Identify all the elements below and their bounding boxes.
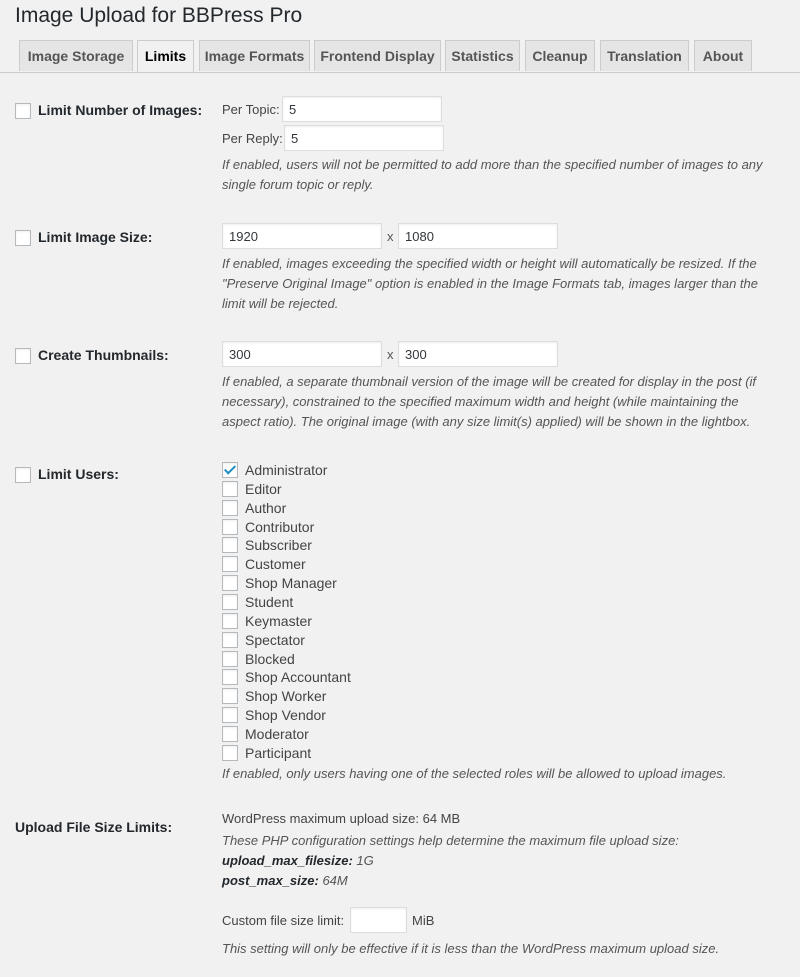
limit-size-checkbox[interactable] [15,230,31,246]
limit-size-description: If enabled, images exceeding the specified width or height will automatically be resized. If the "Preserve Original Image" option is enabled in the Image Formats tab, images larger than the limit will be rejected. [222,256,759,311]
role-label: Shop Worker [245,688,327,705]
role-label: Keymaster [245,612,312,629]
role-checkbox[interactable] [222,556,238,572]
tab-image-storage[interactable]: Image Storage [19,40,133,71]
role-checkbox[interactable] [222,613,238,629]
limit-users-description: If enabled, only users having one of the selected roles will be allowed to upload images. [222,766,727,781]
max-width-input[interactable] [222,223,382,249]
role-label: Shop Vendor [245,707,326,724]
post-max-line [222,873,348,888]
role-checkbox[interactable] [222,519,238,535]
limit-size-label: Limit Image Size: [38,229,153,245]
role-checkbox[interactable] [222,669,238,685]
thumb-width-input[interactable] [222,341,382,367]
custom-size-unit: MiB [412,913,435,928]
custom-size-input[interactable] [350,907,407,933]
role-checkbox[interactable] [222,632,238,648]
page-title: Image Upload for BBPress Pro [15,4,303,27]
role-checkbox[interactable] [222,481,238,497]
file-size-label: Upload File Size Limits: [15,819,173,835]
role-checkbox[interactable] [222,726,238,742]
role-label: Shop Accountant [245,669,351,686]
role-label: Blocked [245,650,295,667]
role-checkbox[interactable] [222,651,238,667]
upload-max-line [222,853,374,868]
thumb-height-input[interactable] [398,341,558,367]
size-separator: x [387,229,394,244]
tab-translation[interactable]: Translation [600,40,689,71]
role-label: Contributor [245,518,315,535]
per-reply-input[interactable] [284,125,444,151]
php-note: These PHP configuration settings help determine the maximum file upload size: [222,833,679,848]
post-max-value: 64M [322,873,348,888]
role-label: Shop Manager [245,575,337,592]
tab-bar [0,40,800,73]
wp-max-upload: WordPress maximum upload size: 64 MB [222,811,461,826]
thumbnails-checkbox[interactable] [15,348,31,364]
tab-cleanup[interactable]: Cleanup [525,40,595,71]
max-height-input[interactable] [398,223,558,249]
tab-limits[interactable]: Limits [137,40,194,72]
per-topic-input[interactable] [282,96,442,122]
custom-size-label: Custom file size limit: [222,913,345,928]
role-checkbox[interactable] [222,688,238,704]
limit-users-label: Limit Users: [38,466,119,482]
custom-size-note: This setting will only be effective if it is less than the WordPress maximum upload size. [222,941,720,956]
limit-users-checkbox[interactable] [15,467,31,483]
thumb-separator: x [387,347,394,362]
upload-max-value: 1G [356,853,374,868]
upload-max-key: upload_max_filesize: [222,853,353,868]
limit-images-label: Limit Number of Images: [38,102,203,118]
tab-image-formats[interactable]: Image Formats [199,40,310,71]
tab-frontend-display[interactable]: Frontend Display [314,40,441,71]
limit-images-description: If enabled, users will not be permitted to add more than the specified number of images to any single forum topic or reply. [222,157,763,192]
post-max-key: post_max_size: [222,873,319,888]
thumbnails-label: Create Thumbnails: [38,347,169,363]
limit-images-checkbox[interactable] [15,103,31,119]
role-checkbox[interactable] [222,745,238,761]
role-checkbox[interactable] [222,462,238,478]
role-label: Administrator [245,462,328,478]
role-label: Spectator [245,631,305,648]
role-checkbox[interactable] [222,537,238,553]
role-checkbox[interactable] [222,500,238,516]
role-label: Participant [245,744,312,761]
tab-about[interactable]: About [694,40,752,71]
role-label: Customer [245,556,306,573]
role-checkbox[interactable] [222,594,238,610]
per-reply-label: Per Reply: [222,131,283,146]
thumbnails-description: If enabled, a separate thumbnail version of the image will be created for display in the post (if necessary), constrained to the specified maximum width and height (while maintaining the aspect ratio). The original image (with any size limit(s) applied) will be shown in the lightbox. [222,374,757,429]
role-label: Author [245,499,287,516]
role-label: Moderator [245,725,309,742]
role-label: Subscriber [245,537,312,554]
role-checkbox[interactable] [222,707,238,723]
per-topic-label: Per Topic: [222,102,280,117]
role-label: Student [245,593,294,610]
tab-statistics[interactable]: Statistics [445,40,520,71]
role-checkbox[interactable] [222,575,238,591]
role-label: Editor [245,480,282,497]
